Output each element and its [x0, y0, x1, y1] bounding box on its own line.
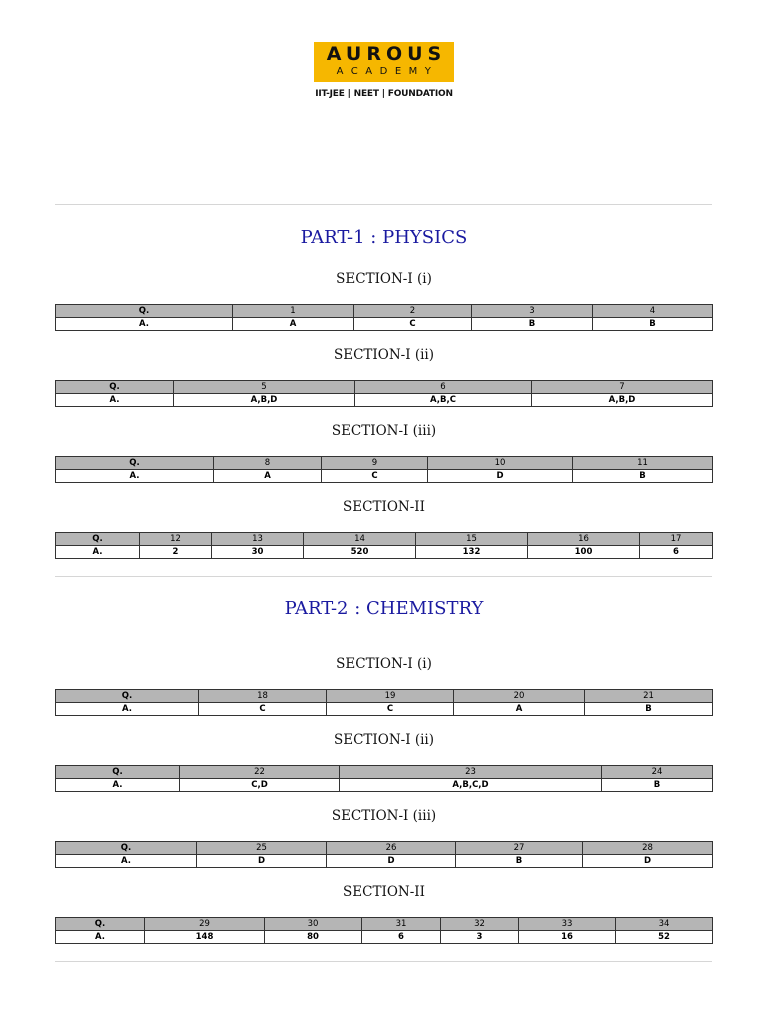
question-number: 24: [602, 766, 713, 779]
question-number: 8: [214, 457, 322, 470]
question-number: 34: [616, 918, 713, 931]
question-label: Q.: [56, 690, 199, 703]
question-label: Q.: [56, 457, 214, 470]
answer-cell: 6: [640, 546, 713, 559]
answer-cell: D: [197, 855, 327, 868]
answer-cell: 3: [441, 931, 519, 944]
question-row: [56, 918, 713, 931]
answer-row: [56, 855, 713, 868]
answer-table: [55, 841, 713, 868]
answer-cell: A,B,D: [532, 394, 713, 407]
question-number: 15: [416, 533, 528, 546]
answer-row: [56, 931, 713, 944]
logo-badge: [314, 42, 454, 82]
academy-logo: [0, 42, 768, 99]
question-number: 13: [212, 533, 304, 546]
question-number: 25: [197, 842, 327, 855]
answer-cell: A,B,D: [174, 394, 355, 407]
answer-cell: A,B,C,D: [340, 779, 602, 792]
answer-label: A.: [56, 931, 145, 944]
answer-cell: C: [322, 470, 428, 483]
question-number: 19: [327, 690, 454, 703]
logo-subtitle: ACADEMY: [336, 66, 439, 77]
answer-cell: A: [214, 470, 322, 483]
answer-label: A.: [56, 394, 174, 407]
question-row: [56, 457, 713, 470]
answer-label: A.: [56, 546, 140, 559]
answer-cell: 520: [304, 546, 416, 559]
answer-table: [55, 380, 713, 407]
question-number: 12: [140, 533, 212, 546]
question-number: 20: [454, 690, 585, 703]
answer-table: [55, 532, 713, 559]
answer-cell: C: [354, 318, 472, 331]
answer-table: [55, 765, 713, 792]
answer-cell: D: [583, 855, 713, 868]
question-row: [56, 533, 713, 546]
question-number: 31: [362, 918, 441, 931]
answer-cell: D: [327, 855, 456, 868]
question-number: 1: [233, 305, 354, 318]
answer-row: [56, 470, 713, 483]
answer-cell: 148: [145, 931, 265, 944]
answer-cell: 6: [362, 931, 441, 944]
answer-label: A.: [56, 855, 197, 868]
answer-cell: 80: [265, 931, 362, 944]
answer-cell: 16: [519, 931, 616, 944]
logo-name: AUROUS: [326, 43, 447, 65]
question-number: 9: [322, 457, 428, 470]
part-title-chemistry: PART-2 : CHEMISTRY: [284, 598, 484, 619]
question-row: [56, 305, 713, 318]
question-number: 32: [441, 918, 519, 931]
question-row: [56, 690, 713, 703]
answer-cell: A: [454, 703, 585, 716]
answer-cell: 100: [528, 546, 640, 559]
answer-row: [56, 703, 713, 716]
answer-cell: 2: [140, 546, 212, 559]
question-number: 26: [327, 842, 456, 855]
answer-cell: B: [573, 470, 713, 483]
section-title: SECTION-I (ii): [333, 732, 434, 748]
question-number: 11: [573, 457, 713, 470]
answer-label: A.: [56, 470, 214, 483]
question-number: 6: [355, 381, 532, 394]
answer-cell: C,D: [180, 779, 340, 792]
logo-tagline: IIT-JEE | NEET | FOUNDATION: [315, 89, 453, 99]
divider: [55, 961, 712, 962]
question-number: 10: [428, 457, 573, 470]
question-number: 23: [340, 766, 602, 779]
question-number: 33: [519, 918, 616, 931]
answer-cell: A,B,C: [355, 394, 532, 407]
answer-cell: 30: [212, 546, 304, 559]
answer-cell: C: [327, 703, 454, 716]
question-row: [56, 842, 713, 855]
question-label: Q.: [56, 766, 180, 779]
answer-row: [56, 394, 713, 407]
answer-cell: 52: [616, 931, 713, 944]
question-label: Q.: [56, 533, 140, 546]
answer-label: A.: [56, 779, 180, 792]
question-number: 14: [304, 533, 416, 546]
section-title: SECTION-I (iii): [331, 808, 437, 824]
section-title: SECTION-II: [343, 884, 425, 900]
question-label: Q.: [56, 918, 145, 931]
answer-row: [56, 546, 713, 559]
answer-cell: A: [233, 318, 354, 331]
question-number: 28: [583, 842, 713, 855]
answer-label: A.: [56, 318, 233, 331]
question-number: 7: [532, 381, 713, 394]
answer-cell: D: [428, 470, 573, 483]
question-number: 17: [640, 533, 713, 546]
question-number: 3: [472, 305, 593, 318]
question-label: Q.: [56, 381, 174, 394]
question-number: 22: [180, 766, 340, 779]
answer-table: [55, 304, 713, 331]
question-number: 16: [528, 533, 640, 546]
answer-table: [55, 456, 713, 483]
answer-cell: B: [472, 318, 593, 331]
section-title: SECTION-I (ii): [333, 347, 434, 363]
question-number: 18: [199, 690, 327, 703]
section-title: SECTION-I (iii): [331, 423, 437, 439]
question-number: 30: [265, 918, 362, 931]
divider: [55, 204, 712, 205]
question-number: 29: [145, 918, 265, 931]
answer-label: A.: [56, 703, 199, 716]
answer-cell: C: [199, 703, 327, 716]
answer-cell: 132: [416, 546, 528, 559]
question-number: 27: [456, 842, 583, 855]
answer-cell: B: [602, 779, 713, 792]
part-title-physics: PART-1 : PHYSICS: [300, 227, 468, 248]
answer-row: [56, 318, 713, 331]
question-number: 4: [593, 305, 713, 318]
answer-cell: B: [593, 318, 713, 331]
answer-row: [56, 779, 713, 792]
divider: [55, 576, 712, 577]
answer-cell: B: [585, 703, 713, 716]
question-row: [56, 381, 713, 394]
answer-cell: B: [456, 855, 583, 868]
question-label: Q.: [56, 842, 197, 855]
question-row: [56, 766, 713, 779]
section-title: SECTION-II: [343, 499, 425, 515]
section-title: SECTION-I (i): [336, 656, 432, 672]
question-number: 21: [585, 690, 713, 703]
question-number: 2: [354, 305, 472, 318]
question-number: 5: [174, 381, 355, 394]
section-title: SECTION-I (i): [336, 271, 432, 287]
answer-table: [55, 689, 713, 716]
answer-table: [55, 917, 713, 944]
question-label: Q.: [56, 305, 233, 318]
